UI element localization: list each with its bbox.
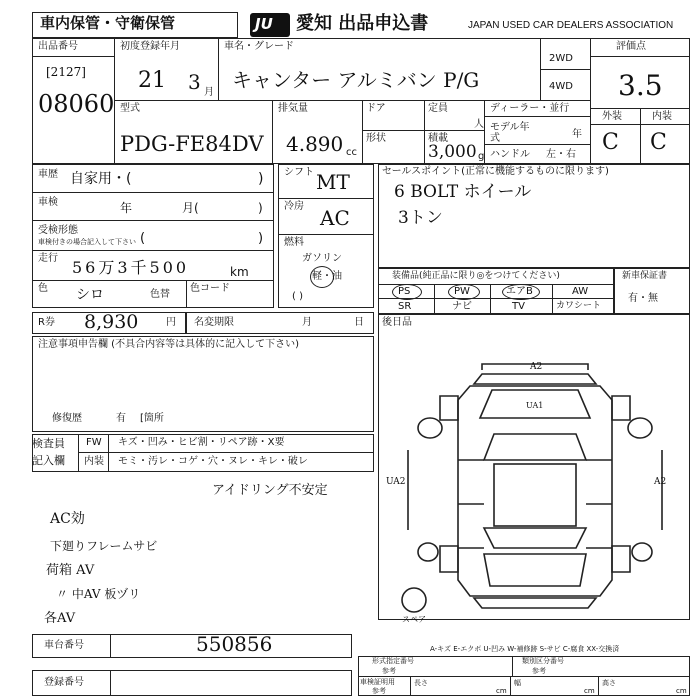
drive-4wd: 4WD bbox=[549, 81, 573, 92]
inspector-label1: 検査員 bbox=[32, 437, 65, 450]
equip-seat: カワシート bbox=[556, 301, 602, 311]
entry-number-label: 出品番号 bbox=[38, 41, 78, 52]
sales-point-line2: 3トン bbox=[398, 208, 443, 228]
org-english: JAPAN USED CAR DEALERS ASSOCIATION bbox=[468, 20, 674, 31]
history-close: ) bbox=[258, 171, 264, 187]
history-label: 車歴 bbox=[38, 169, 58, 180]
color-code-label: 色コード bbox=[190, 283, 230, 294]
capacity-label: 定員 bbox=[428, 103, 448, 114]
coupon-value: 8,930 bbox=[84, 311, 139, 333]
ac-label: 冷房 bbox=[284, 201, 304, 212]
equip-ps-circle bbox=[392, 284, 422, 300]
transfer-open: ( bbox=[140, 231, 146, 246]
length-label: 長さ bbox=[414, 679, 428, 687]
notes-block bbox=[32, 336, 374, 432]
equip-airbag-circle bbox=[502, 284, 540, 300]
displacement-unit: cc bbox=[346, 147, 357, 158]
width-label: 幅 bbox=[514, 679, 521, 687]
exterior-grade: C bbox=[602, 130, 619, 155]
transfer-label: 受検形態 bbox=[38, 225, 78, 236]
sales-point-label: セールスポイント(正常に機能するものに限ります) bbox=[382, 166, 609, 177]
comment-line1: アイドリング不安定 bbox=[212, 483, 328, 498]
registration-label: 登録番号 bbox=[44, 677, 84, 688]
door-label: ドア bbox=[366, 103, 386, 114]
comment-line3: 下廻りフレームサビ bbox=[50, 539, 158, 553]
sales-point-line1: 6 BOLT ホイール bbox=[394, 182, 532, 202]
history-value: 自家用・( bbox=[70, 171, 132, 187]
shape-label: 形状 bbox=[366, 133, 386, 144]
first-reg-label: 初度登録年月 bbox=[120, 41, 180, 52]
comment-line6: 各AV bbox=[44, 611, 76, 626]
form-label: 形式指定番号 bbox=[372, 657, 414, 665]
name-change-day: 日 bbox=[354, 317, 364, 328]
mileage-unit: km bbox=[230, 265, 249, 279]
fuel-label: 燃料 bbox=[284, 237, 304, 248]
storage-label: 車内保管・守衛保管 bbox=[40, 14, 176, 32]
equip-sr: SR bbox=[398, 301, 412, 312]
spare-label: スペア bbox=[402, 615, 426, 624]
inspection-label: 車検 bbox=[38, 197, 58, 208]
shift-value: MT bbox=[316, 170, 350, 194]
interior-label: 内装 bbox=[652, 111, 672, 122]
comment-line2: AC効 bbox=[50, 511, 85, 527]
first-reg-month: 3 bbox=[188, 70, 201, 94]
equip-tv: TV bbox=[512, 301, 525, 312]
car-damage-diagram bbox=[400, 360, 670, 620]
inspection-year: 年 bbox=[120, 201, 133, 215]
inspection-month: 月( bbox=[182, 201, 199, 215]
cert-ref-label: 参考 bbox=[372, 687, 386, 695]
rating-label: 評価点 bbox=[616, 41, 646, 52]
name-change-label: 名変期限 bbox=[194, 317, 234, 328]
damage-mark-left: UA2 bbox=[386, 477, 406, 487]
ref1-label: 参考 bbox=[382, 667, 396, 675]
repair-label: 修復歴 bbox=[52, 413, 82, 424]
class-label: 類別区分番号 bbox=[522, 657, 564, 665]
comment-line5: 〃 中AV 板ヅリ bbox=[56, 587, 141, 601]
equip-airbag: エアB bbox=[506, 286, 533, 297]
car-name-label: 車名・グレード bbox=[224, 41, 294, 52]
fuel-diesel: 軽・油 bbox=[312, 271, 342, 282]
coupon-label: R券 bbox=[38, 317, 55, 328]
damage-legend: A-キズ E-エクボ U-凹み W-補修跡 S-サビ C-腐食 XX-交換済 bbox=[430, 645, 620, 653]
load-value: 3,000 bbox=[428, 142, 477, 162]
inspector-interior: 内装 bbox=[84, 456, 104, 467]
org-title: 愛知 出品申込書 bbox=[296, 13, 429, 34]
equip-aw: AW bbox=[572, 286, 589, 297]
length-unit: cm bbox=[496, 687, 507, 695]
damage-mark-right: A2 bbox=[654, 477, 667, 487]
ref2-label: 参考 bbox=[532, 667, 546, 675]
color-value: シロ bbox=[76, 287, 104, 303]
color-change-label: 色替 bbox=[150, 289, 170, 300]
inspector-label2: 記入欄 bbox=[32, 454, 65, 467]
transfer-note: 車検付きの場合記入して下さい bbox=[38, 238, 136, 246]
repair-place: [箇所 bbox=[140, 413, 164, 424]
comment-line4: 荷箱 AV bbox=[46, 563, 95, 578]
first-reg-month-unit: 月 bbox=[204, 87, 214, 98]
inspector-fw: FW bbox=[86, 437, 102, 448]
equip-ps: PS bbox=[398, 286, 411, 297]
handle-options: 左・右 bbox=[546, 149, 576, 160]
car-name-value: キャンター アルミバン P/G bbox=[232, 68, 480, 92]
height-label: 高さ bbox=[602, 679, 616, 687]
ac-value: AC bbox=[320, 206, 350, 230]
inspector-fw-items: キズ・凹み・ヒビ割・リペア跡・X要 bbox=[118, 437, 285, 448]
inspector-interior-items: モミ・汚レ・コゲ・穴・ヌレ・キレ・破レ bbox=[118, 456, 308, 467]
load-label: 積載 bbox=[428, 133, 448, 144]
displacement-label: 排気量 bbox=[278, 103, 308, 114]
coupon-unit: 円 bbox=[166, 317, 176, 328]
equip-navi: ナビ bbox=[452, 301, 472, 312]
model-year-label: モデル年式 bbox=[490, 122, 530, 144]
chassis-value: 550856 bbox=[196, 632, 273, 656]
model-label: 型式 bbox=[120, 103, 140, 114]
height-unit: cm bbox=[676, 687, 687, 695]
interior-grade: C bbox=[650, 130, 667, 155]
mileage-label: 走行 bbox=[38, 253, 58, 264]
displacement-value: 4.890 bbox=[286, 132, 344, 156]
ju-logo-text: JU bbox=[255, 15, 273, 33]
mileage-value: 56万3千500 bbox=[72, 258, 190, 277]
damage-mark-hood: UA1 bbox=[526, 401, 544, 410]
handle-label: ハンドル bbox=[490, 149, 530, 160]
repair-value: 有 bbox=[116, 413, 126, 424]
drive-2wd: 2WD bbox=[549, 53, 573, 64]
history-block bbox=[32, 164, 274, 308]
insurance-label: 新車保証書 bbox=[622, 271, 668, 281]
model-value: PDG-FE84DV bbox=[120, 132, 264, 156]
capacity-unit: 人 bbox=[474, 119, 484, 130]
notes-label: 注意事項申告欄 (不具合内容等は具体的に記入して下さい) bbox=[38, 339, 299, 350]
first-reg-year: 21 bbox=[138, 68, 166, 93]
fuel-paren: ( ) bbox=[292, 291, 303, 302]
entry-bracket-number: [2127] bbox=[46, 65, 86, 79]
shift-label: シフト bbox=[284, 167, 314, 178]
insurance-options: 有・無 bbox=[628, 293, 658, 304]
equip-pw: PW bbox=[454, 286, 470, 297]
fuel-gasoline: ガソリン bbox=[302, 253, 342, 264]
after-day-label: 後日品 bbox=[382, 317, 412, 328]
name-change-month: 月 bbox=[302, 317, 312, 328]
chassis-label: 車台番号 bbox=[44, 640, 84, 651]
cert-label: 車検証明用 bbox=[360, 678, 395, 686]
load-unit: g bbox=[478, 151, 485, 162]
transfer-close: ) bbox=[258, 231, 264, 246]
dealer-label: ディーラー・並行 bbox=[490, 103, 570, 114]
rating-score: 3.5 bbox=[618, 69, 663, 102]
equipment-label: 装備品(純正品に限り◎をつけてください) bbox=[392, 271, 560, 281]
equip-pw-circle bbox=[448, 284, 480, 300]
width-unit: cm bbox=[584, 687, 595, 695]
damage-mark-top: A2 bbox=[530, 362, 543, 372]
color-label: 色 bbox=[38, 283, 48, 294]
model-year-unit: 年 bbox=[572, 129, 582, 140]
inspection-close: ) bbox=[258, 201, 263, 215]
entry-number: 08060 bbox=[38, 90, 115, 118]
exterior-label: 外装 bbox=[602, 111, 622, 122]
